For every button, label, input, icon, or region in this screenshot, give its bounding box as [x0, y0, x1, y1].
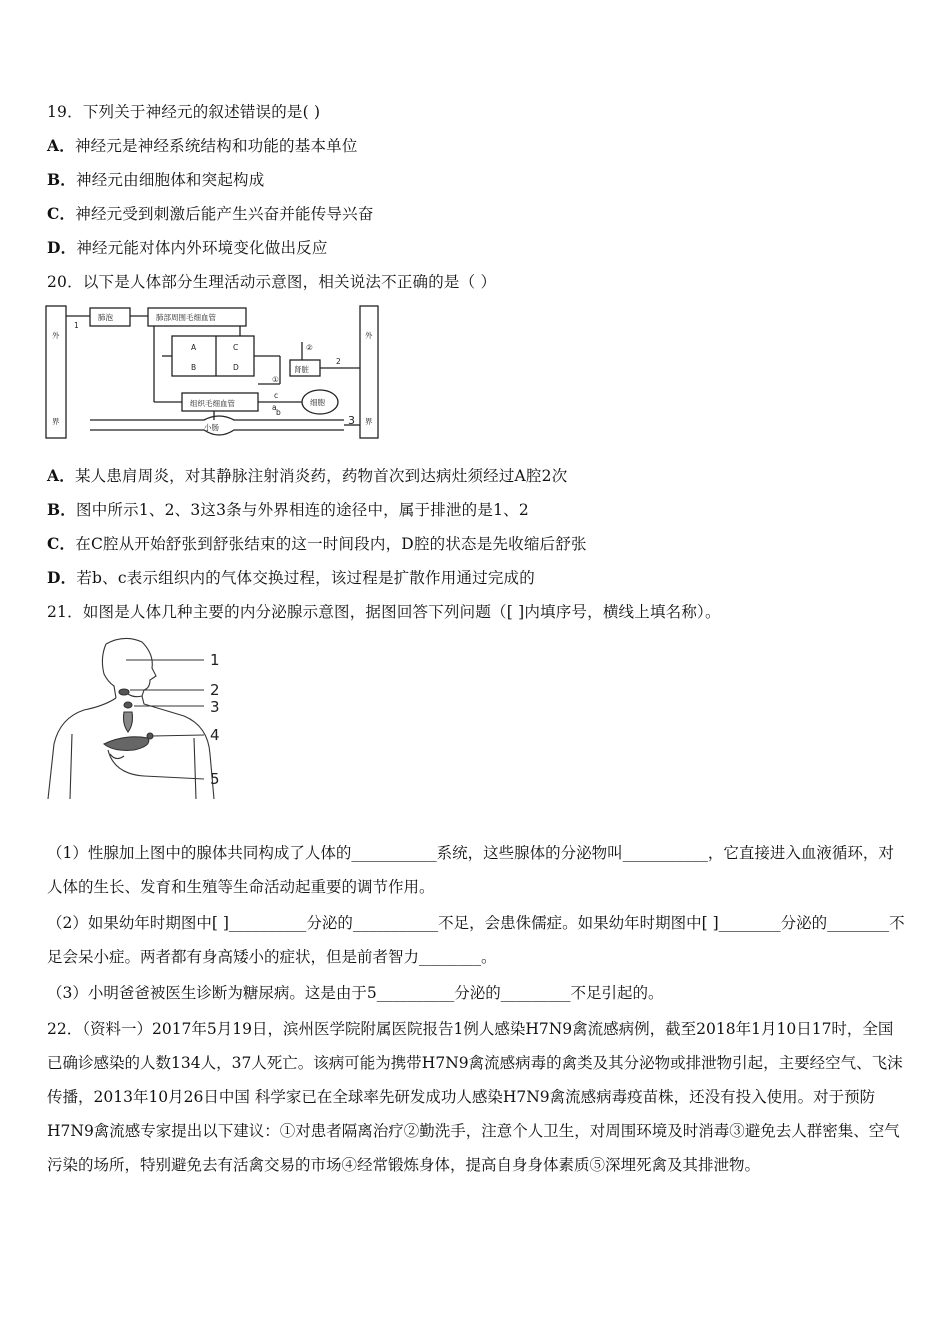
label-a: a — [272, 403, 277, 412]
q21-sub2: （2）如果幼年时期图中[ ]__________分泌的___________不足，会患侏儒症。如果幼年时期图中[ ]________分泌的________不足会呆小症。两者都有身高矮小的症状，但是前者智力________。 — [47, 914, 905, 966]
kidney-label: 肾脏 — [294, 365, 309, 374]
outside-left-char-1: 外 — [52, 331, 60, 340]
small-intestine-label: 小肠 — [204, 423, 219, 432]
outside-left-char-2: 界 — [52, 417, 60, 426]
q19-option-c: C．神经元受到刺激后能产生兴奋并能传导兴奋 — [47, 204, 374, 223]
path-3-label: 3 — [348, 414, 355, 427]
outside-right-char-1: 外 — [365, 331, 373, 340]
gland-label-1: 1 — [210, 651, 220, 669]
chamber-a-label: A — [191, 343, 197, 352]
q19-option-b: B．神经元由细胞体和突起构成 — [47, 170, 265, 189]
q20-option-b: B．图中所示1、2、3这3条与外界相连的途径中，属于排泄的是1、2 — [47, 500, 529, 519]
q20-stem: 20．以下是人体部分生理活动示意图，相关说法不正确的是（ ） — [47, 273, 497, 291]
label-c: c — [274, 391, 279, 400]
alveoli-label: 肺泡 — [98, 313, 113, 322]
path-1-label: 1 — [74, 321, 79, 330]
q20-option-d: D．若b、c表示组织内的气体交换过程，该过程是扩散作用通过完成的 — [47, 568, 535, 587]
q21-stem: 21．如图是人体几种主要的内分泌腺示意图，据图回答下列问题（[ ]内填序号，横线上填名称）。 — [47, 603, 721, 621]
outside-right-char-2: 界 — [365, 417, 373, 426]
label-b: b — [276, 408, 281, 417]
path-2-label: 2 — [336, 357, 341, 366]
circle-1-label: ① — [272, 375, 279, 384]
q19-option-a: A．神经元是神经系统结构和功能的基本单位 — [47, 136, 358, 155]
gland-label-2: 2 — [210, 681, 220, 699]
physiology-diagram — [44, 302, 384, 444]
q19-option-d: D．神经元能对体内外环境变化做出反应 — [47, 238, 328, 257]
chamber-b-label: B — [191, 363, 197, 372]
gland-label-4: 4 — [210, 726, 220, 744]
endocrine-diagram — [44, 634, 234, 804]
gland-label-5: 5 — [210, 770, 220, 788]
q20-option-c: C．在C腔从开始舒张到舒张结束的这一时间段内，D腔的状态是先收缩后舒张 — [47, 534, 587, 553]
q22-text: 22．（资料一）2017年5月19日，滨州医学院附属医院报告1例人感染H7N9禽流感病例，截至2018年1月10日17时，全国已确诊感染的人数134人，37人死亡。该病可能为携带H7N9禽流感病毒的禽类及其分泌物或排泄物引起，主要经空气、飞沫传播，2013年10月26日中国 科学家已在全球率先研发成功人感染H7N9禽流感病毒疫苗株，还没有投入使用。对于预防H7N9禽流感专家提出以下建议：①对患者隔离治疗②勤洗手，注意个人卫生，对周围环境及时消毒③避免去人群密集、空气污染的场所，特别避免去有活禽交易的市场④经常锻炼身体，提高自身身体素质⑤深埋死禽及其排泄物。 — [47, 1020, 903, 1174]
lung-capillaries-label: 肺部周围毛细血管 — [156, 313, 216, 322]
q21-sub1: （1）性腺加上图中的腺体共同构成了人体的___________系统，这些腺体的分泌物叫___________，它直接进入血液循环，对人体的生长、发育和生殖等生命活动起重要的调节作用。 — [47, 844, 894, 896]
q21-sub3: （3）小明爸爸被医生诊断为糖尿病。这是由于5__________分泌的_________不足引起的。 — [47, 984, 664, 1002]
q19-stem: 19．下列关于神经元的叙述错误的是( ) — [47, 103, 321, 121]
q20-option-a: A．某人患肩周炎，对其静脉注射消炎药，药物首次到达病灶须经过A腔2次 — [47, 466, 568, 485]
chamber-c-label: C — [233, 343, 239, 352]
gland-label-3: 3 — [210, 698, 220, 716]
tissue-capillaries-label: 组织毛细血管 — [190, 399, 235, 408]
cell-label: 细胞 — [310, 398, 325, 407]
chamber-d-label: D — [233, 363, 239, 372]
circle-2-label: ② — [306, 343, 313, 352]
